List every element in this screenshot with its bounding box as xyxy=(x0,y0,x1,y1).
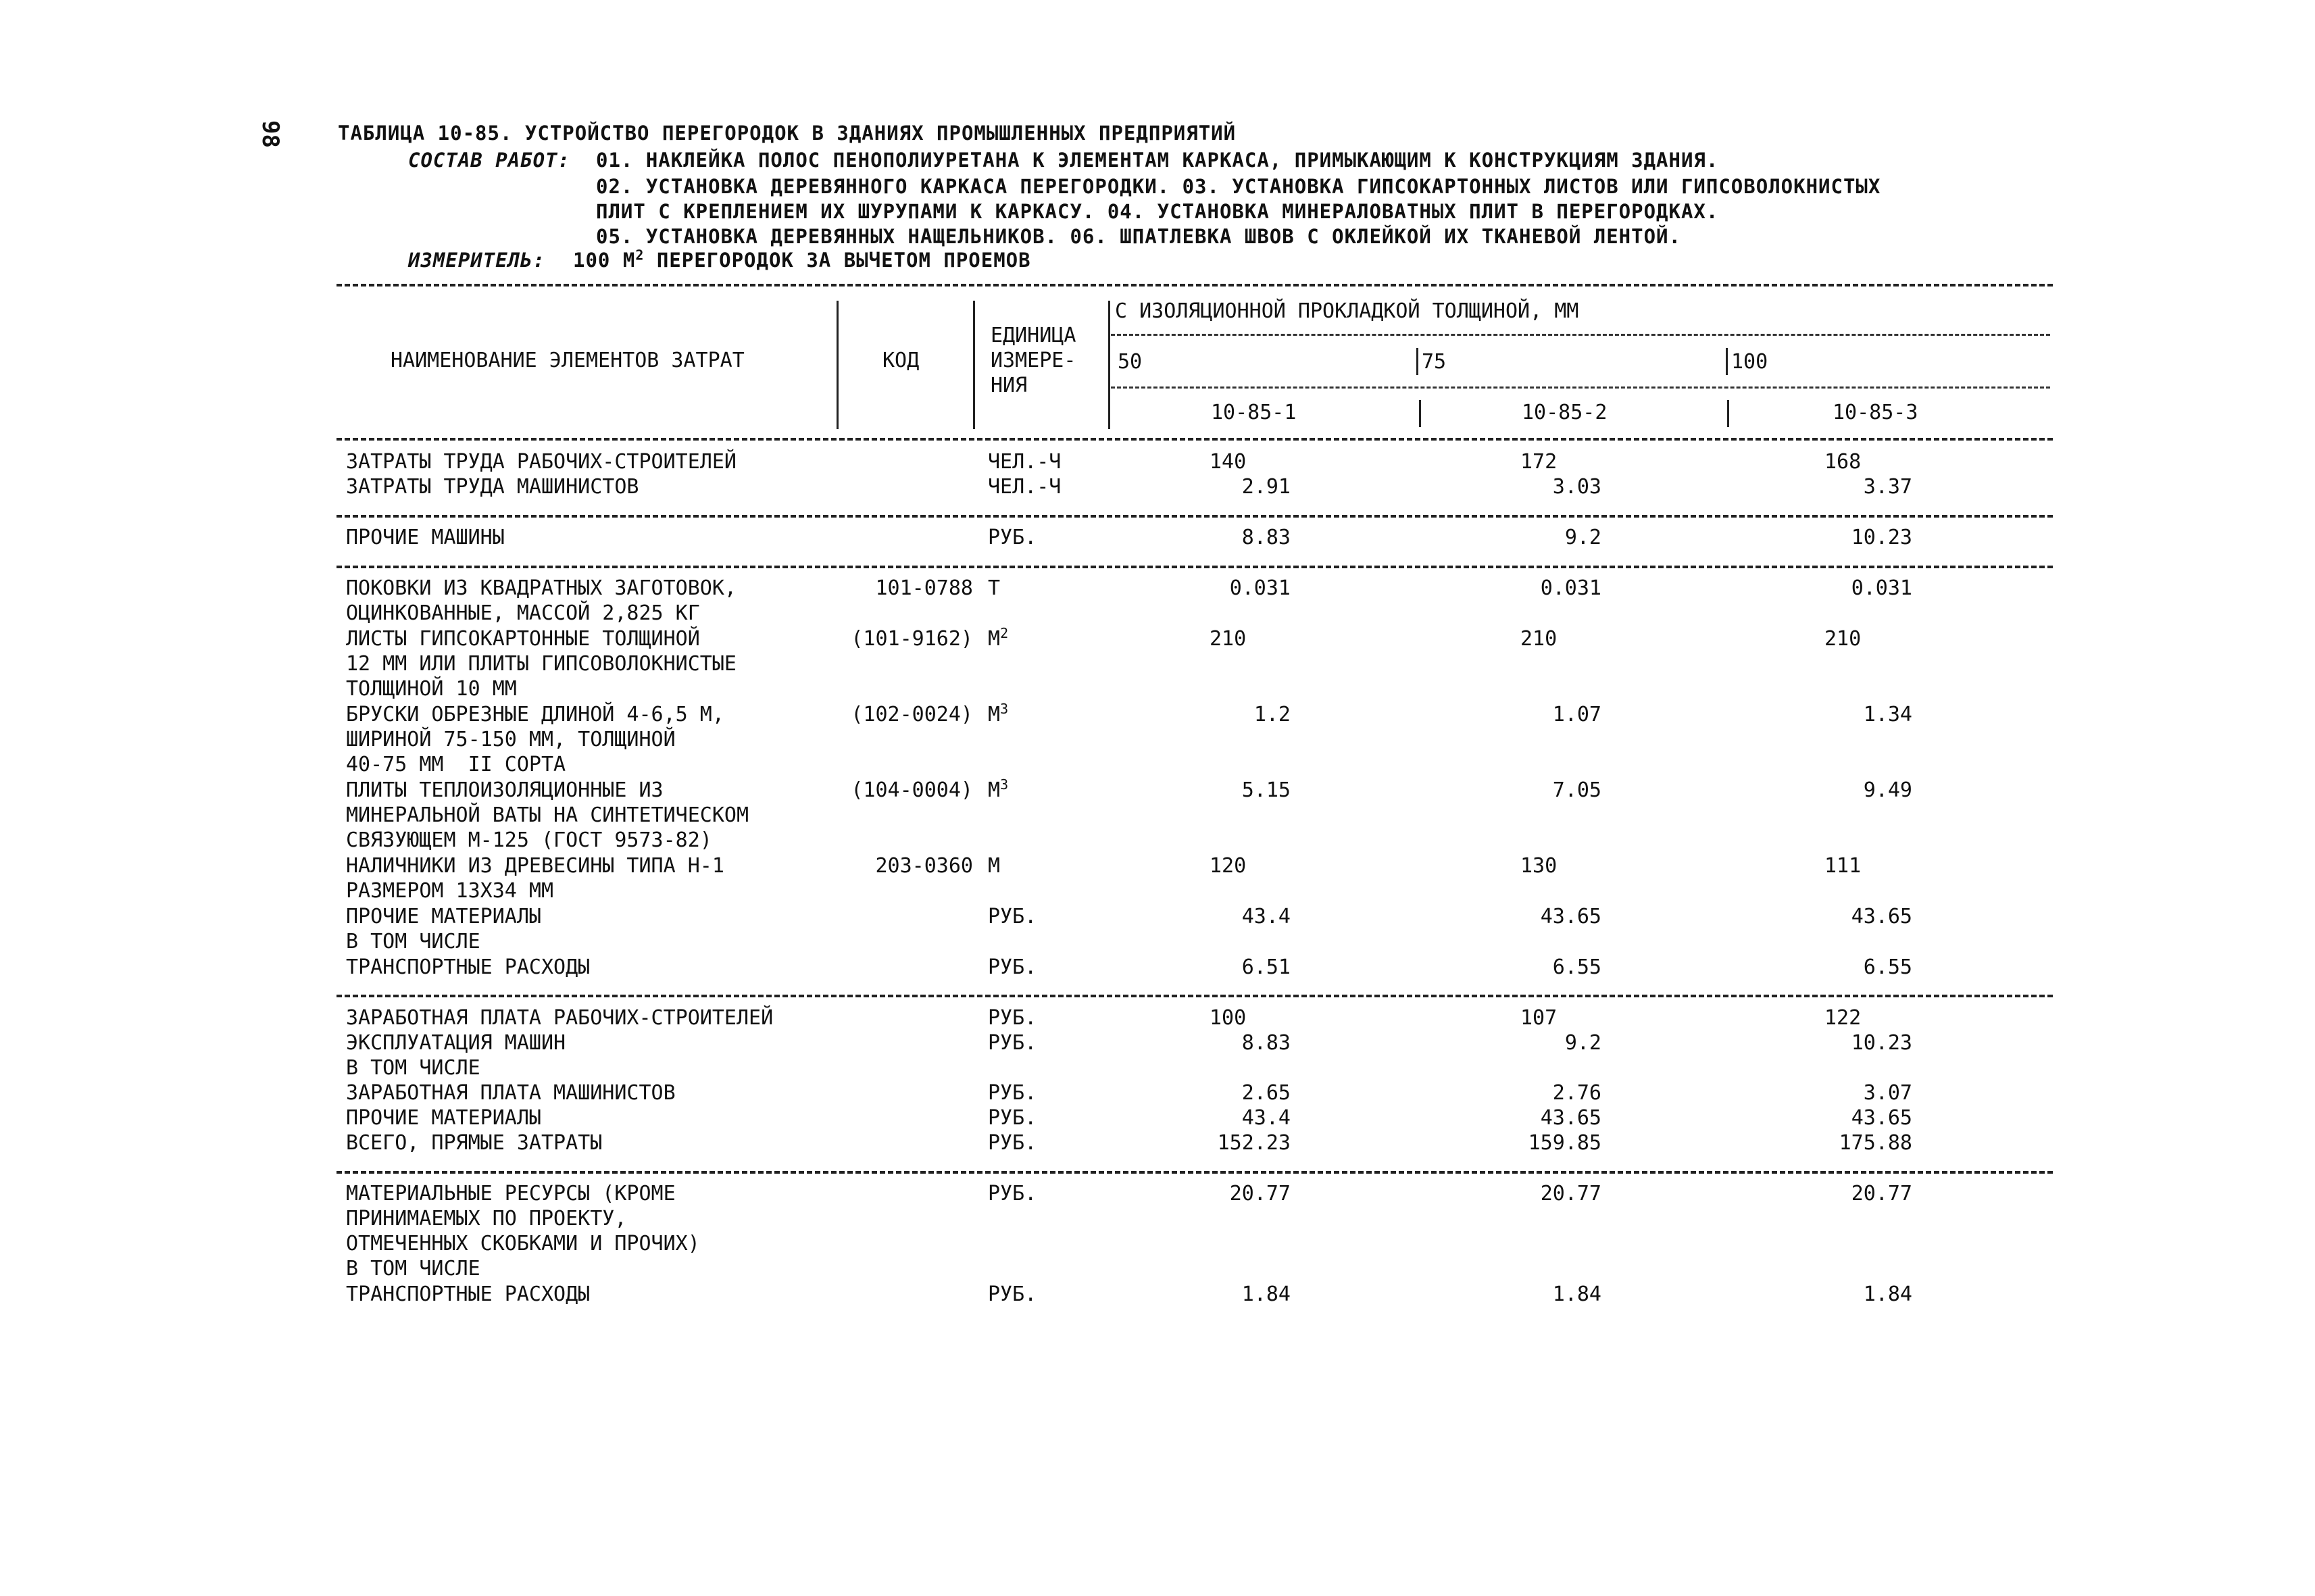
row-value: 120 xyxy=(1210,854,1247,878)
row-value: 122 xyxy=(1824,1006,1862,1030)
row-name: ЗАТРАТЫ ТРУДА РАБОЧИХ-СТРОИТЕЛЕЙ xyxy=(346,450,737,474)
header-code: КОД xyxy=(882,349,920,372)
header-divider xyxy=(837,301,839,429)
row-name: ПРОЧИЕ МАШИНЫ xyxy=(346,526,505,549)
row-value: 43.4 xyxy=(1241,905,1291,928)
row-value: 130 xyxy=(1520,854,1558,878)
row-value: 20.77 xyxy=(1851,1182,1912,1205)
row-value: 140 xyxy=(1210,450,1247,474)
row-unit: ЧЕЛ.-Ч xyxy=(988,475,1062,499)
row-value: 6.55 xyxy=(1552,955,1601,979)
row-value: 3.03 xyxy=(1552,475,1601,499)
header-divider xyxy=(1416,348,1418,375)
page-number: 98 xyxy=(257,120,284,148)
row-value: 210 xyxy=(1824,627,1862,651)
row-value: 8.83 xyxy=(1241,1031,1291,1055)
row-value: 100 xyxy=(1210,1006,1247,1030)
section-rule xyxy=(337,1171,2053,1174)
row-value: 159.85 xyxy=(1528,1131,1601,1155)
header-unit-2: ИЗМЕРЕ- xyxy=(991,349,1076,372)
composition-line-4: 05. УСТАНОВКА ДЕРЕВЯННЫХ НАЩЕЛЬНИКОВ. 06. ШПАТЛЕВКА ШВОВ С ОКЛЕЙКОЙ ИХ ТКАНЕВОЙ ЛЕНТОЙ. xyxy=(596,225,1681,248)
row-value: 10.23 xyxy=(1851,1031,1912,1055)
header-thickness-100: 100 xyxy=(1731,350,1768,374)
row-value: 9.49 xyxy=(1863,778,1912,802)
row-value: 1.2 xyxy=(1253,703,1291,726)
row-unit: РУБ. xyxy=(988,1131,1037,1155)
header-code-1: 10-85-1 xyxy=(1211,401,1297,424)
row-value: 43.65 xyxy=(1851,905,1912,928)
row-value: 20.77 xyxy=(1229,1182,1291,1205)
row-value: 1.84 xyxy=(1552,1282,1601,1306)
row-name: ПРОЧИЕ МАТЕРИАЛЫ В ТОМ ЧИСЛЕ xyxy=(346,905,541,953)
row-unit: $М^2$ xyxy=(988,625,1009,651)
row-unit: РУБ. xyxy=(988,1031,1037,1055)
row-value: 210 xyxy=(1210,627,1247,651)
table-title: ТАБЛИЦА 10-85. УСТРОЙСТВО ПЕРЕГОРОДОК В ЗДАНИЯХ ПРОМЫШЛЕННЫХ ПРЕДПРИЯТИЙ xyxy=(338,122,1237,145)
row-value: 9.2 xyxy=(1564,526,1601,549)
row-value: 6.51 xyxy=(1241,955,1291,979)
header-name: НАИМЕНОВАНИЕ ЭЛЕМЕНТОВ ЗАТРАТ xyxy=(391,349,745,372)
row-value: 5.15 xyxy=(1241,778,1291,802)
row-unit: РУБ. xyxy=(988,1081,1037,1105)
row-unit: М xyxy=(988,854,1001,878)
row-name: ПЛИТЫ ТЕПЛОИЗОЛЯЦИОННЫЕ ИЗ МИНЕРАЛЬНОЙ ВАТЫ НА СИНТЕТИЧЕСКОМ СВЯЗУЮЩЕМ М-125 (ГОСТ 9573-82) xyxy=(346,778,749,852)
row-name: БРУСКИ ОБРЕЗНЫЕ ДЛИНОЙ 4-6,5 М, ШИРИНОЙ 75-150 ММ, ТОЛЩИНОЙ 40-75 ММ II СОРТА xyxy=(346,703,724,776)
row-name: ПОКОВКИ ИЗ КВАДРАТНЫХ ЗАГОТОВОК, ОЦИНКОВАННЫЕ, МАССОЙ 2,825 КГ xyxy=(346,576,737,625)
row-value: 9.2 xyxy=(1564,1031,1601,1055)
header-sub-rule xyxy=(1111,386,2050,389)
header-sub-rule xyxy=(1111,334,2050,336)
unit-superscript: 2 xyxy=(1000,625,1009,641)
unit-superscript: 3 xyxy=(1000,701,1009,717)
row-unit: РУБ. xyxy=(988,1006,1037,1030)
measure-value: 100 $М^2$ ПЕРЕГОРОДОК ЗА ВЫЧЕТОМ ПРОЕМОВ xyxy=(573,247,1031,272)
row-value: 3.37 xyxy=(1863,475,1912,499)
header-bottom-rule xyxy=(337,438,2053,441)
row-unit: $М^3$ xyxy=(988,701,1009,726)
row-value: 43.65 xyxy=(1851,1106,1912,1130)
row-unit: РУБ. xyxy=(988,955,1037,979)
row-code: 203-0360 xyxy=(875,854,973,878)
row-value: 1.84 xyxy=(1863,1282,1912,1306)
header-code-2: 10-85-2 xyxy=(1522,401,1608,424)
row-value: 2.65 xyxy=(1241,1081,1291,1105)
row-unit: ЧЕЛ.-Ч xyxy=(988,450,1062,474)
row-value: 168 xyxy=(1824,450,1862,474)
row-value: 43.4 xyxy=(1241,1106,1291,1130)
unit-superscript: 3 xyxy=(1000,776,1009,793)
row-code: (101-9162) xyxy=(851,627,973,651)
row-unit: РУБ. xyxy=(988,905,1037,928)
row-value: 20.77 xyxy=(1540,1182,1601,1205)
row-name: МАТЕРИАЛЬНЫЕ РЕСУРСЫ (КРОМЕ ПРИНИМАЕМЫХ ПО ПРОЕКТУ, ОТМЕЧЕННЫХ СКОБКАМИ И ПРОЧИХ) В ТОМ ЧИСЛЕ xyxy=(346,1182,700,1280)
row-value: 1.84 xyxy=(1241,1282,1291,1306)
header-group: С ИЗОЛЯЦИОННОЙ ПРОКЛАДКОЙ ТОЛЩИНОЙ, ММ xyxy=(1115,299,1579,323)
row-value: 2.91 xyxy=(1241,475,1291,499)
section-rule xyxy=(337,995,2053,997)
header-thickness-50: 50 xyxy=(1118,350,1143,374)
composition-label: СОСТАВ РАБОТ: xyxy=(408,149,570,172)
row-name: ЛИСТЫ ГИПСОКАРТОННЫЕ ТОЛЩИНОЙ 12 ММ ИЛИ ПЛИТЫ ГИПСОВОЛОКНИСТЫЕ ТОЛЩИНОЙ 10 ММ xyxy=(346,627,737,701)
row-code: (104-0004) xyxy=(851,778,973,802)
row-value: 1.34 xyxy=(1863,703,1912,726)
row-unit: РУБ. xyxy=(988,1282,1037,1306)
row-value: 175.88 xyxy=(1839,1131,1912,1155)
section-rule xyxy=(337,515,2053,518)
header-unit-1: ЕДИНИЦА xyxy=(991,324,1076,347)
header-thickness-75: 75 xyxy=(1422,350,1447,374)
row-value: 1.07 xyxy=(1552,703,1601,726)
row-name: ТРАНСПОРТНЫЕ РАСХОДЫ xyxy=(346,1282,591,1306)
composition-line-1: 01. НАКЛЕЙКА ПОЛОС ПЕНОПОЛИУРЕТАНА К ЭЛЕМЕНТАМ КАРКАСА, ПРИМЫКАЮЩИМ К КОНСТРУКЦИЯМ ЗДАНИЯ. xyxy=(596,149,1719,172)
header-divider xyxy=(973,301,975,429)
row-name: ТРАНСПОРТНЫЕ РАСХОДЫ xyxy=(346,955,591,979)
row-value: 111 xyxy=(1824,854,1862,878)
row-unit: РУБ. xyxy=(988,1106,1037,1130)
row-name: ЗАРАБОТНАЯ ПЛАТА РАБОЧИХ-СТРОИТЕЛЕЙ xyxy=(346,1006,774,1030)
header-divider xyxy=(1726,348,1728,375)
row-value: 0.031 xyxy=(1540,576,1601,600)
row-value: 0.031 xyxy=(1229,576,1291,600)
row-unit: РУБ. xyxy=(988,526,1037,549)
row-value: 8.83 xyxy=(1241,526,1291,549)
row-unit: Т xyxy=(988,576,1001,600)
row-value: 172 xyxy=(1520,450,1558,474)
row-code: 101-0788 xyxy=(875,576,973,600)
measure-label: ИЗМЕРИТЕЛЬ: xyxy=(408,249,546,272)
header-divider xyxy=(1727,400,1729,427)
row-name: ЗАТРАТЫ ТРУДА МАШИНИСТОВ xyxy=(346,475,639,499)
row-name: НАЛИЧНИКИ ИЗ ДРЕВЕСИНЫ ТИПА Н-1 РАЗМЕРОМ 13Х34 ММ xyxy=(346,854,724,903)
row-value: 10.23 xyxy=(1851,526,1912,549)
section-rule xyxy=(337,566,2053,568)
row-value: 210 xyxy=(1520,627,1558,651)
row-value: 43.65 xyxy=(1540,1106,1601,1130)
header-code-3: 10-85-3 xyxy=(1833,401,1918,424)
header-top-rule xyxy=(337,284,2053,286)
row-name: ПРОЧИЕ МАТЕРИАЛЫ xyxy=(346,1106,541,1130)
header-divider xyxy=(1419,400,1421,427)
row-name: ЭКСПЛУАТАЦИЯ МАШИН В ТОМ ЧИСЛЕ xyxy=(346,1031,566,1080)
row-value: 6.55 xyxy=(1863,955,1912,979)
row-value: 152.23 xyxy=(1217,1131,1291,1155)
row-name: ВСЕГО, ПРЯМЫЕ ЗАТРАТЫ xyxy=(346,1131,603,1155)
row-value: 2.76 xyxy=(1552,1081,1601,1105)
row-value: 107 xyxy=(1520,1006,1558,1030)
row-value: 0.031 xyxy=(1851,576,1912,600)
row-value: 3.07 xyxy=(1863,1081,1912,1105)
row-unit: РУБ. xyxy=(988,1182,1037,1205)
header-unit-3: НИЯ xyxy=(991,374,1028,397)
composition-line-3: ПЛИТ С КРЕПЛЕНИЕМ ИХ ШУРУПАМИ К КАРКАСУ. 04. УСТАНОВКА МИНЕРАЛОВАТНЫХ ПЛИТ В ПЕРЕГОРОДКАХ. xyxy=(596,200,1719,223)
row-code: (102-0024) xyxy=(851,703,973,726)
row-name: ЗАРАБОТНАЯ ПЛАТА МАШИНИСТОВ xyxy=(346,1081,676,1105)
row-value: 43.65 xyxy=(1540,905,1601,928)
header-divider xyxy=(1108,301,1110,429)
row-value: 7.05 xyxy=(1552,778,1601,802)
composition-line-2: 02. УСТАНОВКА ДЕРЕВЯННОГО КАРКАСА ПЕРЕГОРОДКИ. 03. УСТАНОВКА ГИПСОКАРТОННЫХ ЛИСТОВ ИЛИ ГИПСОВОЛОКНИСТЫХ xyxy=(596,175,1881,198)
row-unit: $М^3$ xyxy=(988,776,1009,802)
